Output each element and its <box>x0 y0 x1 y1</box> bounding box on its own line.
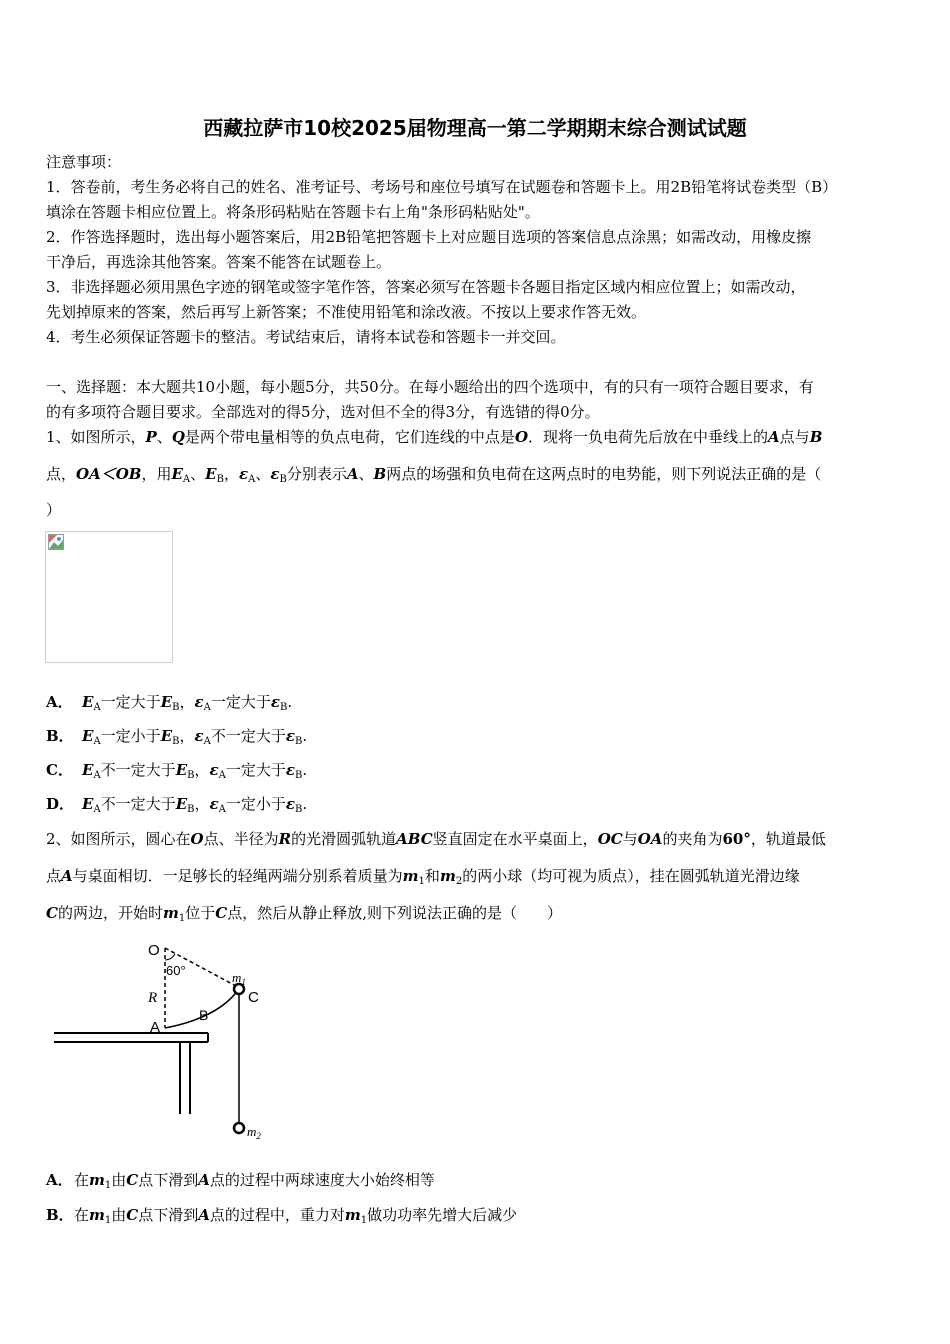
label-o: O <box>148 942 160 959</box>
label-m1: $m_1$ <box>232 970 246 987</box>
section-intro: 一、选择题：本大题共10小题，每小题5分，共50分。在每小题给出的四个选项中，有的只有一项符合题目要求，有 <box>46 378 814 396</box>
label-m2: $m_2$ <box>247 1124 261 1141</box>
q1-option-a[interactable]: A． $E_A$一定大于$E_B$，$\varepsilon_A$一定大于$\varepsilon_B$. <box>46 693 293 713</box>
q1-option-d[interactable]: D． $E_A$不一定大于$E_B$，$\varepsilon_A$一定小于$\varepsilon_B$. <box>46 795 308 815</box>
q1-stem-line2: 点，OA＜OB，用$E_A$、$E_B$，$\varepsilon_A$、$\varepsilon_B$分别表示A、B两点的场强和负电荷在这两点时的电势能，则下列说法正确的是（ <box>46 465 822 485</box>
label-c: C <box>248 989 259 1006</box>
q1-option-b[interactable]: B． $E_A$一定小于$E_B$，$\varepsilon_A$不一定大于$\varepsilon_B$. <box>46 727 308 747</box>
q2-stem-line3: C的两边，开始时$m_1$位于C点，然后从静止释放,则下列说法正确的是（ ） <box>46 904 562 924</box>
q1-stem-line3: ） <box>46 501 62 519</box>
notice-line: 2．作答选择题时，选出每小题答案后，用2B铅笔把答题卡上对应题目选项的答案信息点涂黑；如需改动，用橡皮擦 <box>46 228 812 246</box>
notice-line: 先划掉原来的答案，然后再写上新答案；不准使用铅笔和涂改液。不按以上要求作答无效。 <box>46 303 647 321</box>
label-a: A <box>150 1019 161 1036</box>
page-title: 西藏拉萨市10校2025届物理高一第二学期期末综合测试试题 <box>203 116 747 140</box>
notice-line: 4．考生必须保证答题卡的整洁。考试结束后，请将本试卷和答题卡一并交回。 <box>46 328 566 346</box>
notice-line: 1．答卷前，考生务必将自己的姓名、准考证号、考场号和座位号填写在试题卷和答题卡上。用2B铅笔将试卷类型（B） <box>46 178 838 196</box>
label-b: B <box>199 1007 209 1023</box>
broken-image-icon <box>48 534 64 550</box>
q2-stem-line1: 2、如图所示，圆心在O点、半径为R的光滑圆弧轨道ABC竖直固定在水平桌面上，OC与OA的夹角为60°，轨道最低 <box>46 830 826 848</box>
q1-figure-placeholder <box>45 531 173 663</box>
section-intro: 的有多项符合题目要求。全部选对的得5分，选对但不全的得3分，有选错的得0分。 <box>46 403 600 421</box>
q2-option-b[interactable]: B．在$m_1$由C点下滑到A点的过程中，重力对$m_1$做功功率先增大后减少 <box>46 1206 518 1226</box>
q2-option-a[interactable]: A．在$m_1$由C点下滑到A点的过程中两球速度大小始终相等 <box>46 1171 435 1191</box>
q2-stem-line2: 点A与桌面相切．一足够长的轻绳两端分别系着质量为$m_1$和$m_2$的两小球（均可视为质点），挂在圆弧轨道光滑边缘 <box>46 867 800 887</box>
ball-m2 <box>234 1123 244 1133</box>
label-angle: 60° <box>166 963 186 978</box>
notice-line: 3．非选择题必须用黑色字迹的钢笔或签字笔作答，答案必须写在答题卡各题目指定区域内相应位置上；如需改动， <box>46 278 806 296</box>
notice-line: 填涂在答题卡相应位置上。将条形码粘贴在答题卡右上角"条形码粘贴处"。 <box>46 203 540 221</box>
notice-heading: 注意事项： <box>46 153 122 171</box>
q1-stem-line1: 1、如图所示，P、Q是两个带电量相等的负点电荷，它们连线的中点是O．现将一负电荷先后放在中垂线上的A点与B <box>46 428 823 446</box>
label-r: R <box>148 990 158 1006</box>
angle-arc <box>165 954 175 960</box>
q2-figure <box>50 936 280 1146</box>
notice-line: 干净后，再选涂其他答案。答案不能答在试题卷上。 <box>46 253 392 271</box>
q1-option-c[interactable]: C． $E_A$不一定大于$E_B$，$\varepsilon_A$一定大于$\varepsilon_B$. <box>46 761 308 781</box>
